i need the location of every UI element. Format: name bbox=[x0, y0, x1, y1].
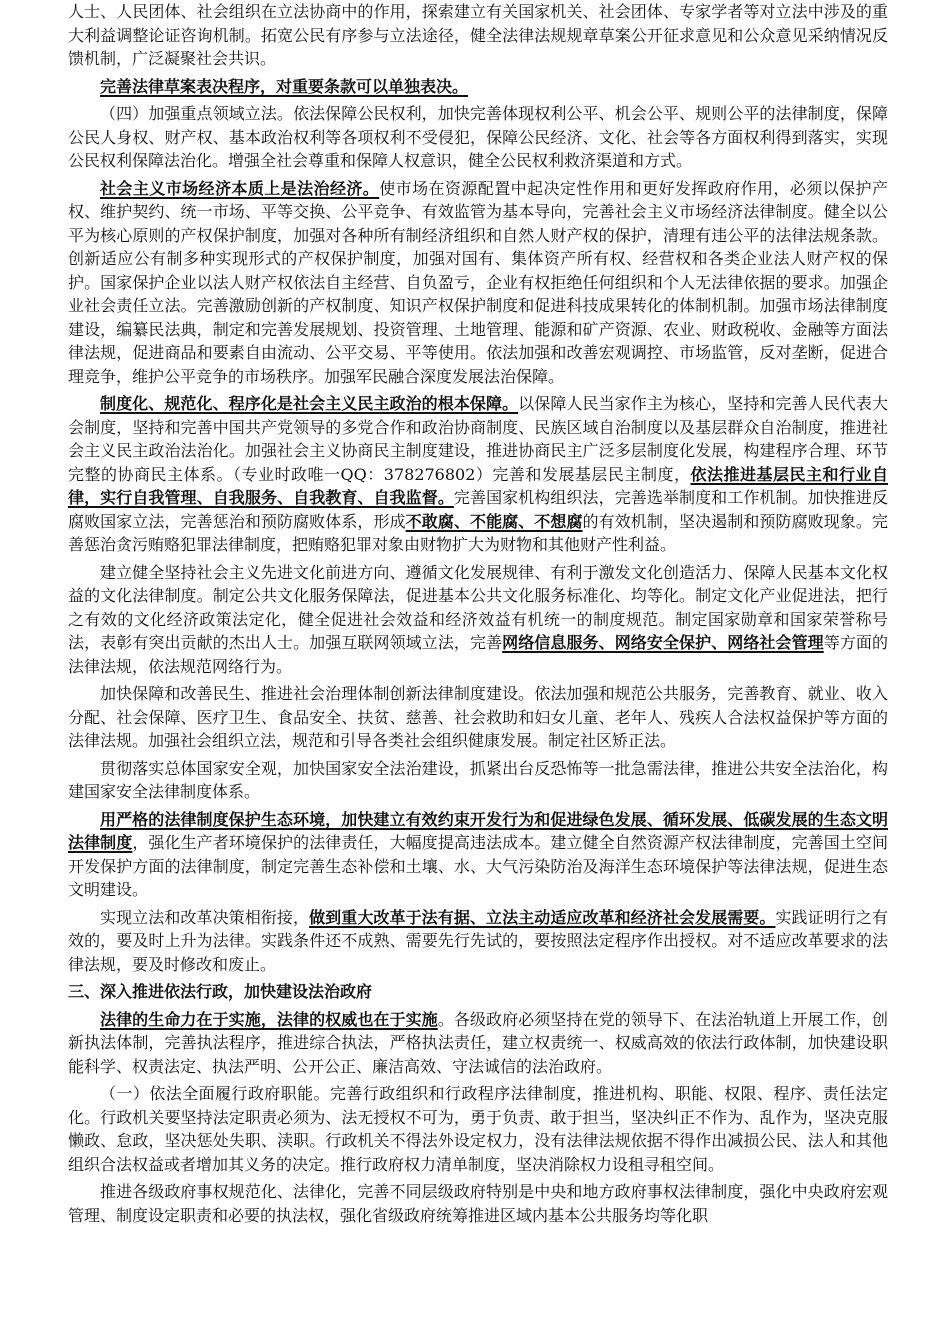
paragraph bbox=[68, 177, 888, 389]
paragraph-text: 。各级政府必须坚持在党的领导下、在法治轨道上开展工作，创新执法体制，完善执法程序，推进综合执法，严格执法责任，建立权责统一、权威高效的依法行政体制，加快建设职能科学、权责法定、执法严明、公开公正、廉洁高效、守法诚信的法治政府。 bbox=[68, 1009, 888, 1076]
paragraph bbox=[68, 682, 888, 753]
highlighted-text: 网络信息服务、网络安全保护、网络社会管理 bbox=[502, 633, 824, 652]
highlighted-text: 制度化、规范化、程序化是社会主义民主政治的根本保障。 bbox=[100, 394, 519, 413]
paragraph bbox=[68, 561, 888, 679]
highlighted-text: 依法推进基层民主和行业自律，实行自我管理、自我服务、自我教育、自我监督。 bbox=[68, 464, 888, 507]
section-heading: 三、深入推进依法行政，加快建设法治政府 bbox=[68, 982, 373, 1001]
highlighted-text: 做到重大改革于法有据、立法主动适应改革和经济社会发展需要。 bbox=[309, 907, 776, 927]
paragraph bbox=[68, 392, 888, 557]
paragraph-text: 推进各级政府事权规范化、法律化，完善不同层级政府特别是中央和地方政府事权法律制度，强化中央政府宏观管理、制度设定职责和必要的执法权，强化省级政府统筹推进区域内基本公共服务均等化职 bbox=[68, 1182, 888, 1225]
paragraph bbox=[68, 1180, 888, 1227]
paragraph bbox=[68, 1008, 888, 1079]
paragraph-text: 使市场在资源配置中起决定性作用和更好发挥政府作用，必须以保护产权、维护契约、统一市场、平等交换、公平竞争、有效监管为基本导向，完善社会主义市场经济法律制度。健全以公平为核心原则的产权保护制度，加强对各种所有制经济组织和自然人财产权的保护，清理有违公平的法律法规条款。创新适应公有制多种实现形式的产权保护制度，加强对国有、集体资产所有权、经营权和各类企业法人财产权的保护。国家保护企业以法人财产权依法自主经营、自负盈亏，企业有权拒绝任何组织和个人无法律依据的要求。加强企业社会责任立法。完善激励创新的产权制度、知识产权保护制度和促进科技成果转化的体制机制。加强市场法律制度建设，编纂民法典，制定和完善发展规划、投资管理、土地管理、能源和矿产资源、农业、财政税收、金融等方面法律法规，促进商品和要素自由流动、公平交易、平等使用。依法加强和改善宏观调控、市场监管，反对垄断，促进合理竞争，维护公平竞争的市场秩序。加强军民融合深度发展法治保障。 bbox=[68, 178, 888, 386]
highlighted-text: 社会主义市场经济本质上是法治经济。 bbox=[100, 178, 380, 198]
paragraph bbox=[68, 102, 888, 173]
paragraph-text: 实现立法和改革决策相衔接， bbox=[100, 907, 310, 927]
paragraph-text: 建立健全坚持社会主义先进文化前进方向、遵循文化发展规律、有利于激发文化创造活力、保障人民基本文化权益的文化法律制度。制定公共文化服务保障法，促进基本公共文化服务标准化、均等化。制定文化产业促进法，把行之有效的文化经济政策法定化，健全促进社会效益和经济效益有机统一的制度规范。制定国家勋章和国家荣誉称号法，表彰有突出贡献的杰出人士。加强互联网领域立法，完善 bbox=[68, 562, 888, 652]
paragraph bbox=[68, 757, 888, 804]
paragraph-text: 实践证明行之有效的，要及时上升为法律。实践条件还不成熟、需要先行先试的，要按照法定程序作出授权。对不适应改革要求的法律法规，要及时修改和废止。 bbox=[68, 907, 888, 974]
document-body bbox=[68, 0, 888, 976]
paragraph bbox=[68, 906, 888, 977]
paragraph-text: 完善国家机构组织法，完善选举制度和工作机制。加快推进反腐败国家立法，完善惩治和预防腐败体系，形成 bbox=[68, 488, 888, 531]
highlighted-text: 法律的生命力在于实施，法律的权威也在于实施 bbox=[100, 1009, 438, 1029]
document-body-continued bbox=[68, 1008, 888, 1228]
highlighted-text: 用严格的法律制度保护生态环境，加快建立有效约束开发行为和促进绿色发展、循环发展、低碳发展的生态文明法律制度 bbox=[68, 809, 888, 852]
paragraph-text: 的有效机制，坚决遏制和预防腐败现象。完善惩治贪污贿赂犯罪法律制度，把贿赂犯罪对象由财物扩大为财物和其他财产性利益。 bbox=[68, 511, 888, 554]
paragraph bbox=[68, 1082, 888, 1176]
paragraph-text: 人士、人民团体、社会组织在立法协商中的作用，探索建立有关国家机关、社会团体、专家学者等对立法中涉及的重大利益调整论证咨询机制。拓宽公民有序参与立法途径，健全法律法规规章草案公开征求意见和公众意见采纳情况反馈机制，广泛凝聚社会共识。 bbox=[68, 2, 888, 68]
paragraph-text: 贯彻落实总体国家安全观，加快国家安全法治建设，抓紧出台反恐怖等一批急需法律，推进公共安全法治化，构建国家安全法律制度体系。 bbox=[68, 758, 888, 801]
paragraph-text: 以保障人民当家作主为核心，坚持和完善人民代表大会制度，坚持和完善中国共产党领导的多党合作和政治协商制度、民族区域自治制度以及基层群众自治制度，推进社会主义民主政治法治化。加强社会主义协商民主制度建设，推进协商民主广泛多层制度化发展，构建程序合理、环节完整的协商民主体系。（专业时政唯一QQ：378276802）完善和发展基层民主制度， bbox=[68, 394, 888, 484]
paragraph-text: （一）依法全面履行政府职能。完善行政组织和行政程序法律制度，推进机构、职能、权限、程序、责任法定化。行政机关要坚持法定职责必须为、法无授权不可为，勇于负责、敢于担当，坚决纠正不作为、乱作为，坚决克服懒政、怠政，坚决惩处失职、渎职。行政机关不得法外设定权力，没有法律法规依据不得作出减损公民、法人和其他组织合法权益或者增加其义务的决定。推行政府权力清单制度，坚决消除权力设租寻租空间。 bbox=[68, 1084, 888, 1174]
paragraph bbox=[68, 75, 888, 99]
paragraph bbox=[68, 0, 888, 71]
paragraph-text: （四）加强重点领域立法。依法保障公民权利，加快完善体现权利公平、机会公平、规则公平的法律制度，保障公民人身权、财产权、基本政治权利等各项权利不受侵犯，保障公民经济、文化、社会等各方面权利得到落实，实现公民权利保障法治化。增强全社会尊重和保障人权意识，健全公民权利救济渠道和方式。 bbox=[68, 104, 888, 170]
paragraph-text: ，强化生产者环境保护的法律责任，大幅度提高违法成本。建立健全自然资源产权法律制度，完善国土空间开发保护方面的法律制度，制定完善生态补偿和土壤、水、大气污染防治及海洋生态环境保护等法律法规，促进生态文明建设。 bbox=[68, 833, 888, 899]
paragraph-text: 等方面的法律法规，依法规范网络行为。 bbox=[68, 633, 888, 676]
highlighted-text: 不敢腐、不能腐、不想腐 bbox=[405, 511, 583, 531]
paragraph bbox=[68, 808, 888, 902]
paragraph-text: 加快保障和改善民生、推进社会治理体制创新法律制度建设。依法加强和规范公共服务，完善教育、就业、收入分配、社会保障、医疗卫生、食品安全、扶贫、慈善、社会救助和妇女儿童、老年人、残疾人合法权益保护等方面的法律法规。加强社会组织立法，规范和引导各类社会组织健康发展。制定社区矫正法。 bbox=[68, 684, 888, 750]
highlighted-text: 完善法律草案表决程序，对重要条款可以单独表决。 bbox=[100, 76, 469, 96]
